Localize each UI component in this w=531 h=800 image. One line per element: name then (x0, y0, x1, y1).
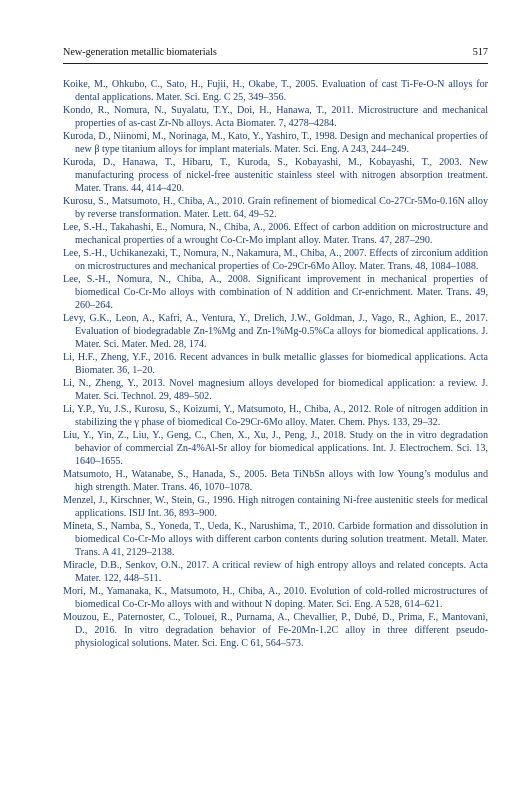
reference-entry[interactable]: Kuroda, D., Hanawa, T., Hibaru, T., Kuroda, S., Kobayashi, M., Kobayashi, T., 2003. New manufacturing process of nickel-free austenitic stainless steel with nitrogen absorption treatment. Mater. Trans. 44, 414–420. (63, 157, 488, 194)
reference-entry[interactable]: Koike, M., Ohkubo, C., Sato, H., Fujii, H., Okabe, T., 2005. Evaluation of cast Ti-Fe-O-N alloys for dental applications. Mater. Sci. Eng. C 25, 349–356. (63, 79, 488, 103)
reference-entry[interactable]: Liu, Y., Yin, Z., Liu, Y., Geng, C., Chen, X., Xu, J., Peng, J., 2018. Study on the in vitro degradation behavior of commercial Zn-4%Al-Sr alloy for biomedical applications. Int. J. Electrochem. Sci. 13, 1640–1655. (63, 430, 488, 467)
reference-entry[interactable]: Li, N., Zheng, Y., 2013. Novel magnesium alloys developed for biomedical application: a review. J. Mater. Sci. Technol. 29, 489–502. (63, 378, 488, 402)
reference-entry[interactable]: Li, H.F., Zheng, Y.F., 2016. Recent advances in bulk metallic glasses for biomedical applications. Acta Biomater. 36, 1–20. (63, 352, 488, 376)
reference-entry[interactable]: Matsumoto, H., Watanabe, S., Hanada, S., 2005. Beta TiNbSn alloys with low Young’s modulus and high strength. Mater. Trans. 46, 1070–1078. (63, 469, 488, 493)
header-rule (63, 63, 488, 64)
reference-entry[interactable]: Li, Y.P., Yu, J.S., Kurosu, S., Koizumi, Y., Matsumoto, H., Chiba, A., 2012. Role of nitrogen addition in stabilizing the γ phase of biomedical Co-29Cr-6Mo alloy. Mater. Chem. Phys. 133, 29–32. (63, 404, 488, 428)
reference-entry[interactable]: Mineta, S., Namba, S., Yoneda, T., Ueda, K., Narushima, T., 2010. Carbide formation and dissolution in biomedical Co-Cr-Mo alloys with different carbon contents during solution treatment. Metall. Mater. Trans. A 41, 2129–2138. (63, 521, 488, 558)
reference-entry[interactable]: Miracle, D.B., Senkov, O.N., 2017. A critical review of high entropy alloys and related concepts. Acta Mater. 122, 448–511. (63, 560, 488, 584)
page-number: 517 (472, 47, 488, 58)
reference-entry[interactable]: Lee, S.-H., Takahashi, E., Nomura, N., Chiba, A., 2006. Effect of carbon addition on microstructure and mechanical properties of a wrought Co-Cr-Mo implant alloy. Mater. Trans. 47, 287–290. (63, 222, 488, 246)
reference-entry[interactable]: Levy, G.K., Leon, A., Kafri, A., Ventura, Y., Drelich, J.W., Goldman, J., Vago, R., Aghion, E., 2017. Evaluation of biodegradable Zn-1%Mg and Zn-1%Mg-0.5%Ca alloys for biomedical applications. J. Mater. Sci. Mater. Med. 28, 174. (63, 313, 488, 350)
reference-entry[interactable]: Mouzou, E., Paternoster, C., Tolouei, R., Purnama, A., Chevallier, P., Dubé, D., Prima, F., Mantovani, D., 2016. In vitro degradation behavior of Fe-20Mn-1.2C alloy in three different pseudo-physiological solutions. Mater. Sci. Eng. C 61, 564–573. (63, 612, 488, 649)
reference-entry[interactable]: Lee, S.-H., Nomura, N., Chiba, A., 2008. Significant improvement in mechanical properties of biomedical Co-Cr-Mo alloys with combination of N addition and Cr-enrichment. Mater. Trans. 49, 260–264. (63, 274, 488, 311)
page-header (63, 47, 488, 59)
reference-entry[interactable]: Mori, M., Yamanaka, K., Matsumoto, H., Chiba, A., 2010. Evolution of cold-rolled microstructures of biomedical Co-Cr-Mo alloys with and without N doping. Mater. Sci. Eng. A 528, 614–621. (63, 586, 488, 610)
reference-entry[interactable]: Menzel, J., Kirschner, W., Stein, G., 1996. High nitrogen containing Ni-free austenitic steels for medical applications. ISIJ Int. 36, 893–900. (63, 495, 488, 519)
running-title: New-generation metallic biomaterials (63, 47, 217, 58)
reference-entry[interactable]: Lee, S.-H., Uchikanezaki, T., Nomura, N., Nakamura, M., Chiba, A., 2007. Effects of zirconium addition on microstructures and mechanical properties of Co-29Cr-6Mo Alloy. Mater. Trans. 48, 1084–1088. (63, 248, 488, 272)
reference-entry[interactable]: Kuroda, D., Niinomi, M., Norinaga, M., Kato, Y., Yashiro, T., 1998. Design and mechanical properties of new β type titanium alloys for implant materials. Mater. Sci. Eng. A 243, 244–249. (63, 131, 488, 155)
reference-entry[interactable]: Kurosu, S., Matsumoto, H., Chiba, A., 2010. Grain refinement of biomedical Co-27Cr-5Mo-0.16N alloy by reverse transformation. Mater. Lett. 64, 49–52. (63, 196, 488, 220)
reference-list (63, 78, 488, 650)
reference-entry[interactable]: Kondo, R., Nomura, N., Suyalatu, T.Y., Doi, H., Hanawa, T., 2011. Microstructure and mechanical properties of as-cast Zr-Nb alloys. Acta Biomater. 7, 4278–4284. (63, 105, 488, 129)
